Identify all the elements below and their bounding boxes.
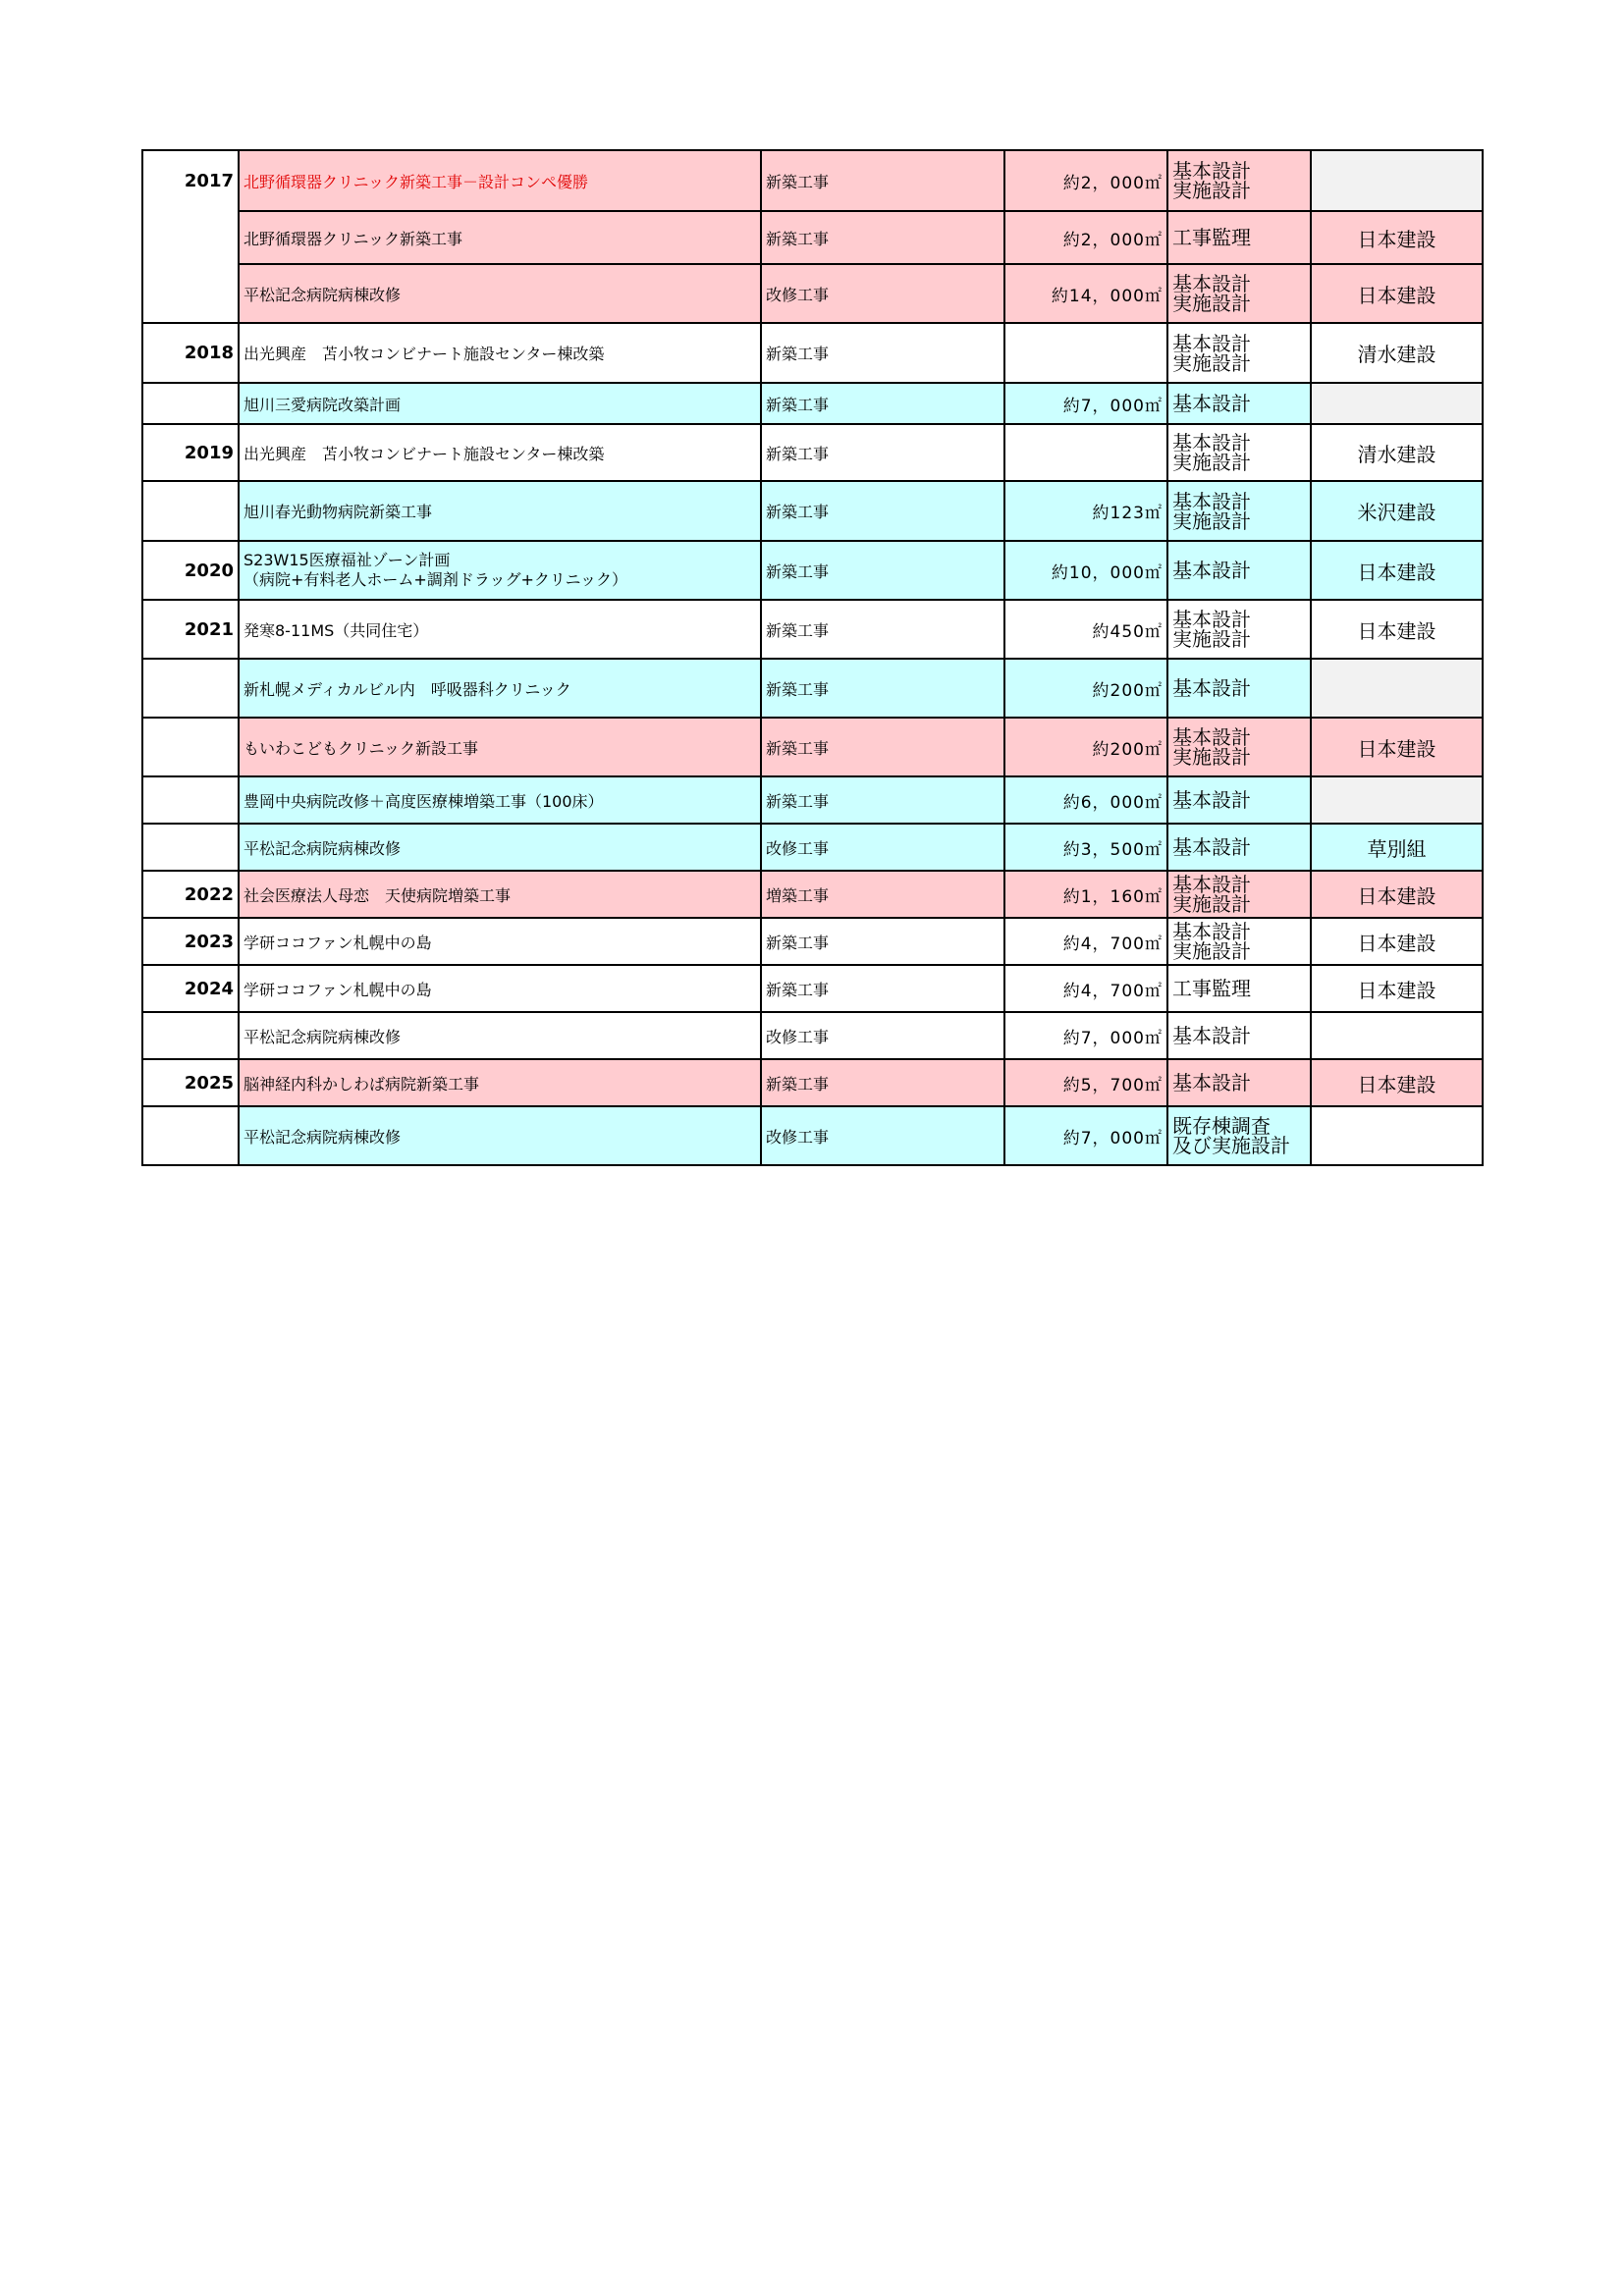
- design-phase-line: 基本設計: [1172, 725, 1251, 749]
- year-cell: 2017: [142, 150, 239, 323]
- year-cell: 2025: [142, 1059, 239, 1106]
- work-type-cell: 新築工事: [761, 1059, 1004, 1106]
- table-row: [142, 541, 1483, 600]
- floor-area-cell: 約4，700㎡: [1004, 965, 1167, 1012]
- table-row: [142, 264, 1483, 323]
- work-type-cell: 新築工事: [761, 424, 1004, 481]
- design-phase-cell: 基本設計: [1167, 824, 1311, 871]
- year-cell: [142, 659, 239, 718]
- contractor-cell: 日本建設: [1311, 1059, 1483, 1106]
- year-cell: [142, 1106, 239, 1165]
- table-row: [142, 323, 1483, 383]
- design-phase-line: 実施設計: [1172, 939, 1251, 963]
- design-phase-cell: [1167, 264, 1311, 323]
- design-phase-cell: 基本設計: [1167, 659, 1311, 718]
- contractor-cell: 日本建設: [1311, 600, 1483, 659]
- floor-area-cell: 約3，500㎡: [1004, 824, 1167, 871]
- work-type-cell: 改修工事: [761, 1106, 1004, 1165]
- year-cell: [142, 1012, 239, 1059]
- work-type-cell: 改修工事: [761, 1012, 1004, 1059]
- floor-area-cell: 約2，000㎡: [1004, 150, 1167, 211]
- floor-area-cell: 約450㎡: [1004, 600, 1167, 659]
- design-phase-cell: [1167, 150, 1311, 211]
- design-phase-line: 基本設計: [1172, 873, 1251, 896]
- design-phase-cell: 基本設計: [1167, 383, 1311, 424]
- project-name-cell: 平松記念病院病棟改修: [239, 264, 761, 323]
- table-row: [142, 824, 1483, 871]
- contractor-cell: [1311, 1012, 1483, 1059]
- table-row: [142, 600, 1483, 659]
- floor-area-cell: 約7，000㎡: [1004, 383, 1167, 424]
- table-row: [142, 776, 1483, 824]
- contractor-cell: 清水建設: [1311, 424, 1483, 481]
- design-phase-line: 実施設計: [1172, 451, 1251, 474]
- contractor-cell: 日本建設: [1311, 918, 1483, 965]
- design-phase-cell: 基本設計: [1167, 1012, 1311, 1059]
- contractor-cell: 日本建設: [1311, 718, 1483, 776]
- work-type-cell: 新築工事: [761, 481, 1004, 541]
- project-name-cell: 平松記念病院病棟改修: [239, 824, 761, 871]
- project-name-cell: 北野循環器クリニック新築工事: [239, 211, 761, 264]
- project-name-cell: 北野循環器クリニック新築工事－設計コンペ優勝: [239, 150, 761, 211]
- table-row: [142, 383, 1483, 424]
- design-phase-line: 基本設計: [1172, 331, 1251, 355]
- floor-area-cell: 約5，700㎡: [1004, 1059, 1167, 1106]
- project-name-cell: 新札幌メディカルビル内 呼吸器科クリニック: [239, 659, 761, 718]
- floor-area-cell: 約123㎡: [1004, 481, 1167, 541]
- design-phase-line: 実施設計: [1172, 745, 1251, 769]
- design-phase-cell: 工事監理: [1167, 965, 1311, 1012]
- design-phase-line: 基本設計: [1172, 431, 1251, 454]
- design-phase-line: 既存棟調査: [1172, 1114, 1271, 1138]
- work-type-cell: 新築工事: [761, 918, 1004, 965]
- table-row: [142, 1059, 1483, 1106]
- year-cell: 2021: [142, 600, 239, 659]
- work-type-cell: 改修工事: [761, 264, 1004, 323]
- contractor-cell: [1311, 383, 1483, 424]
- year-cell: 2018: [142, 323, 239, 383]
- floor-area-cell: 約10，000㎡: [1004, 541, 1167, 600]
- project-name-line: （病院+有料老人ホーム+調剤ドラッグ+クリニック）: [244, 570, 627, 589]
- contractor-cell: [1311, 150, 1483, 211]
- work-type-cell: 新築工事: [761, 541, 1004, 600]
- work-type-cell: 新築工事: [761, 211, 1004, 264]
- floor-area-cell: 約200㎡: [1004, 659, 1167, 718]
- design-phase-line: 実施設計: [1172, 892, 1251, 916]
- work-type-cell: 新築工事: [761, 659, 1004, 718]
- design-phase-cell: [1167, 871, 1311, 918]
- floor-area-cell: 約7，000㎡: [1004, 1106, 1167, 1165]
- project-name-cell: 平松記念病院病棟改修: [239, 1106, 761, 1165]
- floor-area-cell: 約14，000㎡: [1004, 264, 1167, 323]
- table-row: [142, 1012, 1483, 1059]
- design-phase-line: 基本設計: [1172, 272, 1251, 295]
- design-phase-line: 実施設計: [1172, 508, 1251, 533]
- project-name-cell: 学研ココファン札幌中の島: [239, 918, 761, 965]
- contractor-cell: 清水建設: [1311, 323, 1483, 383]
- project-name-cell: 社会医療法人母恋 天使病院増築工事: [239, 871, 761, 918]
- project-name-cell: 脳神経内科かしわば病院新築工事: [239, 1059, 761, 1106]
- project-name-cell: 出光興産 苫小牧コンビナート施設センター棟改築: [239, 424, 761, 481]
- year-cell: [142, 481, 239, 541]
- project-name-cell: 旭川春光動物病院新築工事: [239, 481, 761, 541]
- project-name-cell: 出光興産 苫小牧コンビナート施設センター棟改築: [239, 323, 761, 383]
- design-phase-cell: 基本設計: [1167, 776, 1311, 824]
- floor-area-cell: 約6，000㎡: [1004, 776, 1167, 824]
- floor-area-cell: [1004, 323, 1167, 383]
- work-type-cell: 改修工事: [761, 824, 1004, 871]
- year-cell: 2019: [142, 424, 239, 481]
- year-cell: [142, 824, 239, 871]
- design-phase-line: 基本設計: [1172, 608, 1251, 631]
- table-row: [142, 918, 1483, 965]
- year-cell: 2023: [142, 918, 239, 965]
- project-name-cell: 発寒8-11MS（共同住宅）: [239, 600, 761, 659]
- design-phase-line: 基本設計: [1172, 489, 1251, 513]
- design-phase-cell: [1167, 918, 1311, 965]
- work-type-cell: 新築工事: [761, 323, 1004, 383]
- project-name-line: S23W15医療福祉ゾーン計画: [244, 551, 451, 569]
- work-type-cell: 新築工事: [761, 965, 1004, 1012]
- design-phase-cell: [1167, 323, 1311, 383]
- contractor-cell: 日本建設: [1311, 871, 1483, 918]
- project-name-cell: [239, 541, 761, 600]
- floor-area-cell: 約1，160㎡: [1004, 871, 1167, 918]
- floor-area-cell: 約200㎡: [1004, 718, 1167, 776]
- works-table-body: [142, 150, 1483, 1165]
- design-phase-line: 基本設計: [1172, 159, 1251, 183]
- project-name-cell: 豊岡中央病院改修＋高度医療棟増築工事（100床）: [239, 776, 761, 824]
- design-phase-cell: [1167, 718, 1311, 776]
- work-type-cell: 新築工事: [761, 718, 1004, 776]
- table-row: [142, 424, 1483, 481]
- project-name-cell: もいわこどもクリニック新設工事: [239, 718, 761, 776]
- design-phase-line: 実施設計: [1172, 292, 1251, 315]
- year-cell: 2024: [142, 965, 239, 1012]
- table-row: [142, 718, 1483, 776]
- table-row: [142, 211, 1483, 264]
- work-type-cell: 新築工事: [761, 776, 1004, 824]
- design-phase-line: 基本設計: [1172, 920, 1251, 943]
- contractor-cell: [1311, 659, 1483, 718]
- table-row: [142, 965, 1483, 1012]
- design-phase-cell: [1167, 481, 1311, 541]
- work-type-cell: 新築工事: [761, 150, 1004, 211]
- table-row: [142, 1106, 1483, 1165]
- floor-area-cell: [1004, 424, 1167, 481]
- work-type-cell: 新築工事: [761, 600, 1004, 659]
- contractor-cell: 草別組: [1311, 824, 1483, 871]
- floor-area-cell: 約2，000㎡: [1004, 211, 1167, 264]
- table-row: [142, 659, 1483, 718]
- year-cell: 2022: [142, 871, 239, 918]
- design-phase-cell: 工事監理: [1167, 211, 1311, 264]
- work-type-cell: 増築工事: [761, 871, 1004, 918]
- design-phase-line: 及び実施設計: [1172, 1134, 1290, 1157]
- floor-area-cell: 約4，700㎡: [1004, 918, 1167, 965]
- design-phase-cell: [1167, 1106, 1311, 1165]
- contractor-cell: 米沢建設: [1311, 481, 1483, 541]
- contractor-cell: 日本建設: [1311, 264, 1483, 323]
- contractor-cell: 日本建設: [1311, 541, 1483, 600]
- table-row: [142, 481, 1483, 541]
- contractor-cell: 日本建設: [1311, 965, 1483, 1012]
- table-row: [142, 871, 1483, 918]
- year-cell: [142, 718, 239, 776]
- contractor-cell: [1311, 1106, 1483, 1165]
- project-name-cell: 平松記念病院病棟改修: [239, 1012, 761, 1059]
- year-cell: [142, 776, 239, 824]
- project-name-cell: 旭川三愛病院改築計画: [239, 383, 761, 424]
- project-name-cell: 学研ココファン札幌中の島: [239, 965, 761, 1012]
- design-phase-line: 実施設計: [1172, 179, 1251, 202]
- design-phase-cell: 基本設計: [1167, 1059, 1311, 1106]
- floor-area-cell: 約7，000㎡: [1004, 1012, 1167, 1059]
- table-row: [142, 150, 1483, 211]
- design-phase-line: 実施設計: [1172, 627, 1251, 651]
- design-phase-cell: 基本設計: [1167, 541, 1311, 600]
- design-phase-cell: [1167, 600, 1311, 659]
- works-table: [141, 149, 1484, 1166]
- work-type-cell: 新築工事: [761, 383, 1004, 424]
- year-cell: 2020: [142, 541, 239, 600]
- design-phase-cell: [1167, 424, 1311, 481]
- design-phase-line: 実施設計: [1172, 350, 1251, 375]
- contractor-cell: [1311, 776, 1483, 824]
- year-cell: [142, 383, 239, 424]
- contractor-cell: 日本建設: [1311, 211, 1483, 264]
